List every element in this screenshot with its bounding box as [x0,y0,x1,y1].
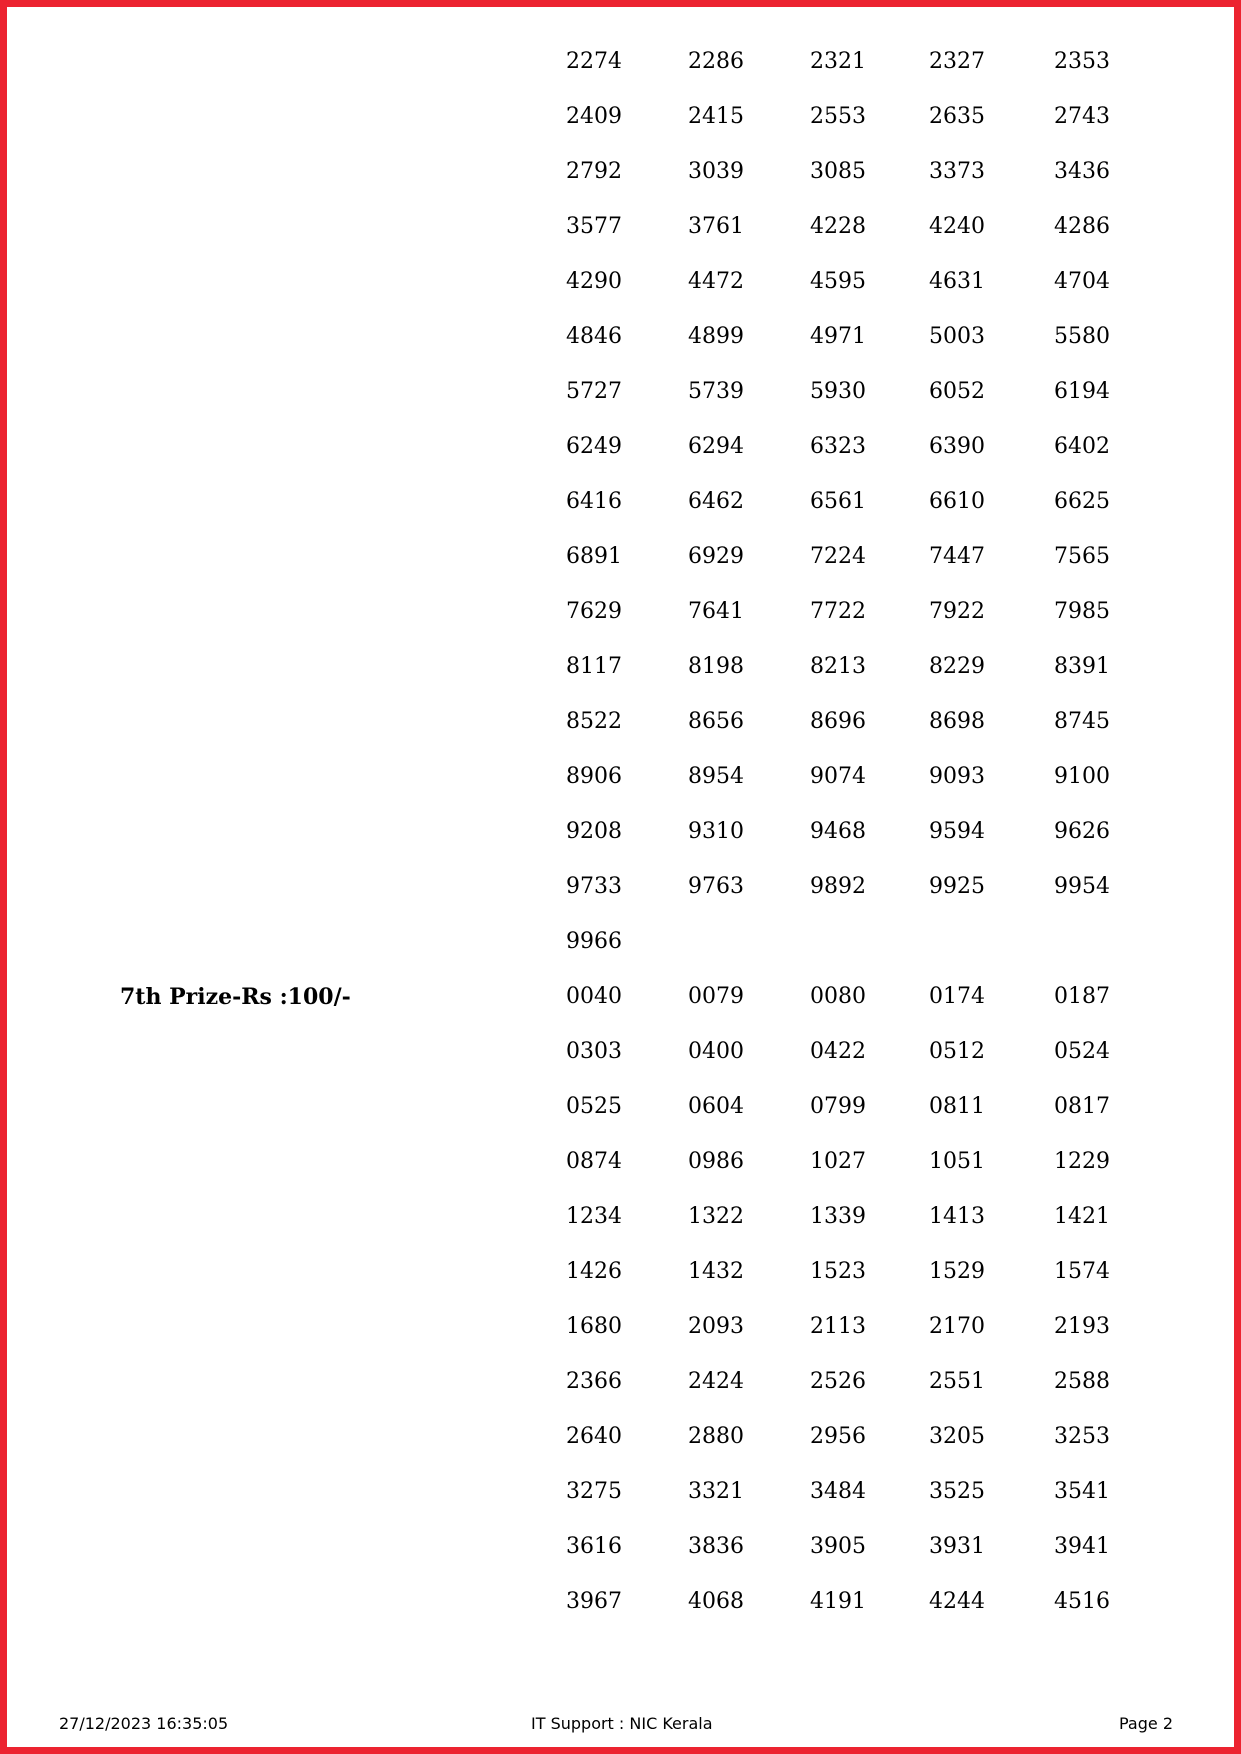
ticket-number: 6052 [929,379,985,404]
ticket-number: 9310 [688,819,744,844]
ticket-number: 2193 [1054,1314,1110,1339]
ticket-number: 6625 [1054,489,1110,514]
ticket-number: 3039 [688,159,744,184]
ticket-number: 8213 [810,654,866,679]
ticket-number: 6929 [688,544,744,569]
ticket-number: 0400 [688,1039,744,1064]
ticket-number: 2286 [688,49,744,74]
ticket-number: 6610 [929,489,985,514]
ticket-number: 6416 [566,489,622,514]
ticket-number: 3436 [1054,159,1110,184]
ticket-number: 2792 [566,159,622,184]
ticket-number: 3484 [810,1479,866,1504]
ticket-number: 1574 [1054,1259,1110,1284]
ticket-number: 1421 [1054,1204,1110,1229]
ticket-number: 2409 [566,104,622,129]
ticket-number: 1432 [688,1259,744,1284]
ticket-number: 8696 [810,709,866,734]
prize-label: 7th Prize-Rs :100/- [120,984,351,1010]
ticket-number: 3085 [810,159,866,184]
ticket-number: 0604 [688,1094,744,1119]
ticket-number: 2366 [566,1369,622,1394]
ticket-number: 6891 [566,544,622,569]
ticket-number: 1234 [566,1204,622,1229]
ticket-number: 3275 [566,1479,622,1504]
ticket-number: 8229 [929,654,985,679]
ticket-number: 1027 [810,1149,866,1174]
ticket-number: 9093 [929,764,985,789]
ticket-number: 0811 [929,1094,985,1119]
ticket-number: 4846 [566,324,622,349]
ticket-number: 3967 [566,1589,622,1614]
ticket-number: 0525 [566,1094,622,1119]
ticket-number: 6402 [1054,434,1110,459]
ticket-number: 0174 [929,984,985,1009]
ticket-number: 7447 [929,544,985,569]
ticket-number: 9966 [566,929,622,954]
ticket-number: 2274 [566,49,622,74]
ticket-number: 9074 [810,764,866,789]
ticket-number: 4472 [688,269,744,294]
ticket-number: 5930 [810,379,866,404]
ticket-number: 9594 [929,819,985,844]
ticket-number: 7985 [1054,599,1110,624]
ticket-number: 8954 [688,764,744,789]
ticket-number: 4971 [810,324,866,349]
footer-page-number: Page 2 [1119,1714,1173,1733]
ticket-number: 4595 [810,269,866,294]
ticket-number: 2956 [810,1424,866,1449]
ticket-number: 0079 [688,984,744,1009]
footer-support: IT Support : NIC Kerala [531,1714,713,1733]
ticket-number: 1229 [1054,1149,1110,1174]
ticket-number: 2327 [929,49,985,74]
ticket-number: 8198 [688,654,744,679]
ticket-number: 3321 [688,1479,744,1504]
ticket-number: 3525 [929,1479,985,1504]
footer-timestamp: 27/12/2023 16:35:05 [59,1714,229,1733]
ticket-number: 6249 [566,434,622,459]
ticket-number: 3836 [688,1534,744,1559]
ticket-number: 5727 [566,379,622,404]
ticket-number: 4631 [929,269,985,294]
ticket-number: 5739 [688,379,744,404]
ticket-number: 0303 [566,1039,622,1064]
ticket-number: 3931 [929,1534,985,1559]
ticket-number: 3373 [929,159,985,184]
ticket-number: 8745 [1054,709,1110,734]
ticket-number: 1529 [929,1259,985,1284]
ticket-number: 9925 [929,874,985,899]
ticket-number: 9954 [1054,874,1110,899]
ticket-number: 4191 [810,1589,866,1614]
ticket-number: 2353 [1054,49,1110,74]
ticket-number: 2743 [1054,104,1110,129]
ticket-number: 2880 [688,1424,744,1449]
ticket-number: 0799 [810,1094,866,1119]
ticket-number: 5003 [929,324,985,349]
ticket-number: 2093 [688,1314,744,1339]
ticket-number: 4516 [1054,1589,1110,1614]
ticket-number: 4240 [929,214,985,239]
ticket-number: 4244 [929,1589,985,1614]
ticket-number: 2551 [929,1369,985,1394]
ticket-number: 3905 [810,1534,866,1559]
ticket-number: 4704 [1054,269,1110,294]
ticket-number: 3616 [566,1534,622,1559]
ticket-number: 2553 [810,104,866,129]
ticket-number: 0422 [810,1039,866,1064]
ticket-number: 2424 [688,1369,744,1394]
ticket-number: 9100 [1054,764,1110,789]
ticket-number: 0817 [1054,1094,1110,1119]
ticket-number: 0524 [1054,1039,1110,1064]
ticket-number: 8698 [929,709,985,734]
ticket-number: 3253 [1054,1424,1110,1449]
ticket-number: 6462 [688,489,744,514]
ticket-number: 2635 [929,104,985,129]
ticket-number: 8906 [566,764,622,789]
ticket-number: 3761 [688,214,744,239]
ticket-number: 4899 [688,324,744,349]
ticket-number: 1523 [810,1259,866,1284]
ticket-number: 7224 [810,544,866,569]
ticket-number: 1051 [929,1149,985,1174]
ticket-number: 1680 [566,1314,622,1339]
ticket-number: 6390 [929,434,985,459]
ticket-number: 9892 [810,874,866,899]
ticket-number: 8391 [1054,654,1110,679]
ticket-number: 2415 [688,104,744,129]
ticket-number: 0986 [688,1149,744,1174]
ticket-number: 7629 [566,599,622,624]
ticket-number: 9468 [810,819,866,844]
ticket-number: 2113 [810,1314,866,1339]
ticket-number: 9763 [688,874,744,899]
ticket-number: 2588 [1054,1369,1110,1394]
ticket-number: 4286 [1054,214,1110,239]
ticket-number: 9733 [566,874,622,899]
ticket-number: 1426 [566,1259,622,1284]
ticket-number: 7565 [1054,544,1110,569]
ticket-number: 3205 [929,1424,985,1449]
ticket-number: 0512 [929,1039,985,1064]
ticket-number: 2640 [566,1424,622,1449]
ticket-number: 1413 [929,1204,985,1229]
ticket-number: 0080 [810,984,866,1009]
ticket-number: 1322 [688,1204,744,1229]
ticket-number: 1339 [810,1204,866,1229]
ticket-number: 0187 [1054,984,1110,1009]
ticket-number: 9208 [566,819,622,844]
ticket-number: 6194 [1054,379,1110,404]
ticket-number: 3541 [1054,1479,1110,1504]
ticket-number: 5580 [1054,324,1110,349]
ticket-number: 7922 [929,599,985,624]
ticket-number: 7722 [810,599,866,624]
ticket-number: 7641 [688,599,744,624]
ticket-number: 8522 [566,709,622,734]
ticket-number: 8117 [566,654,622,679]
ticket-number: 6323 [810,434,866,459]
ticket-number: 2526 [810,1369,866,1394]
ticket-number: 4228 [810,214,866,239]
ticket-number: 8656 [688,709,744,734]
ticket-number: 2321 [810,49,866,74]
ticket-number: 0874 [566,1149,622,1174]
ticket-number: 2170 [929,1314,985,1339]
ticket-number: 4068 [688,1589,744,1614]
ticket-number: 6294 [688,434,744,459]
ticket-number: 0040 [566,984,622,1009]
ticket-number: 6561 [810,489,866,514]
ticket-number: 3577 [566,214,622,239]
ticket-number: 4290 [566,269,622,294]
ticket-number: 3941 [1054,1534,1110,1559]
ticket-number: 9626 [1054,819,1110,844]
